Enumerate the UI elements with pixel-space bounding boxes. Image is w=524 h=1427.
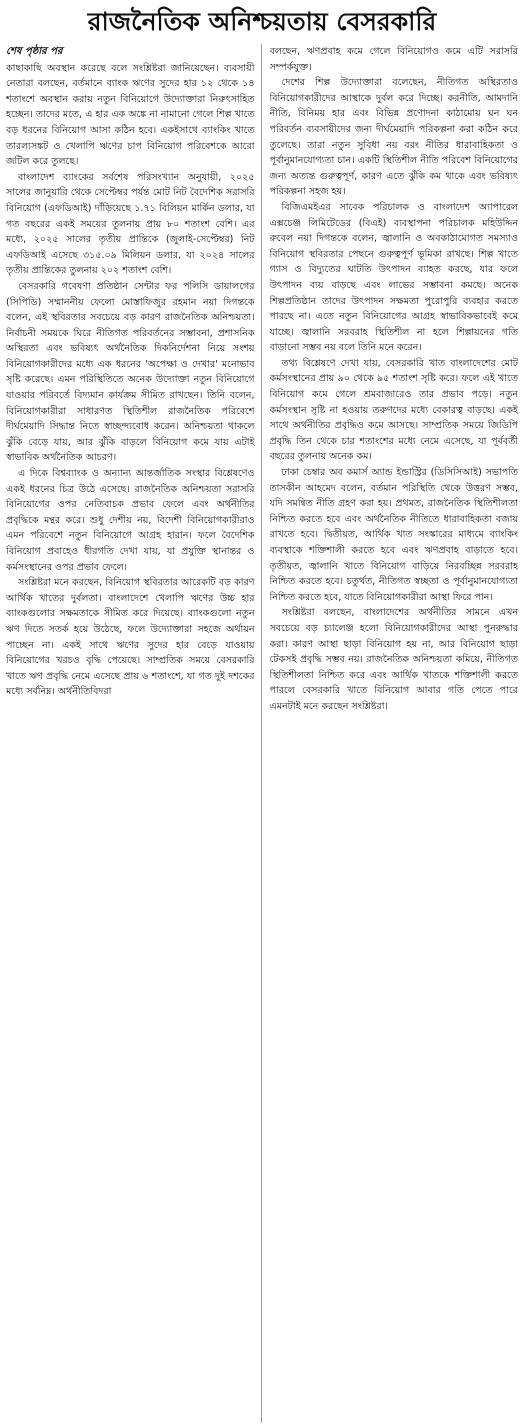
paragraph: এ দিকে বিশ্বব্যাংক ও অন্যান্য আন্তর্জাতিক সংস্থার বিশ্লেষণেও একই ধরনের চিত্র উঠে এসেছে। রাজনৈতিক অনিশ্চয়তা সরাসরি বিনিয়োগের ওপর নেতিবাচক প্রভাব ফেলে এবং অর্থনীতির প্রবৃদ্ধিকে মন্থর করে। শুধু দেশীয় নয়, বিদেশী বিনিয়োগকারীরাও এমন পরিবেশে নতুন বিনিয়োগে আগ্রহ হারান। ফলে বৈদেশিক বিনিয়োগ প্রবাহেও ধীরগতি দেখা যায়, যা প্রযুক্তি স্থানান্তর ও কর্মসংস্থানের ওপর প্রভাব ফেলে। [6, 468, 255, 573]
paragraph: কাছাকাছি অবস্থান করেছে বলে সংশ্লিষ্টরা জানিয়েছেন। ব্যবসায়ী নেতারা বলছেন, বর্তমানে ব্যাংক ঋণের সুদের হার ১২ থেকে ১৪ শতাংশে অবস্থান করায় নতুন বিনিয়োগে উদ্যোক্তারা নিরুৎসাহিত হচ্ছেন। তাদের মতে, এ হার এক অঙ্কে না নামানো গেলে শিল্প খাতে বড় ধরনের বিনিয়োগ আসা কঠিন হবে। একইসাথে ব্যাংকিং খাতে তারল্যসঙ্কট ও খেলাপি ঋণের চাপ বিনিয়োগ পরিবেশকে আরো জটিল করে তুলছে। [6, 62, 255, 168]
paragraph: বলছেন, ঋণপ্রবাহ কমে গেলে বিনিয়োগও কমে এটি সরাসরি সম্পর্কযুক্ত। [269, 46, 518, 73]
paragraph: দেশের শিল্প উদ্যোক্তারা বলেছেন, নীতিগত অস্থিরতাও বিনিয়োগকারীদের আস্থাকে দুর্বল করে দিচ্ছে। করনীতি, আমদানি নীতি, বিনিময় হার এবং বিভিন্ন প্রণোদনা কাঠামোয় ঘন ঘন পরিবর্তন ব্যবসায়ীদের জন্য দীর্ঘমেয়াদি পরিকল্পনা করা কঠিন করে তুলেছে। তারা নতুন সুবিধা নয় বরং নীতির ধারাবাহিকতা ও পূর্বানুমানযোগ্যতা চান। একটি স্থিতিশীল নীতি পরিবেশ বিনিয়োগের জন্য অত্যন্ত গুরুত্বপূর্ণ, কারণ এতে ঝুঁকি কম থাকে এবং ভবিষ্যৎ পরিকল্পনা সহজ হয়। [269, 77, 518, 198]
paragraph: বাংলাদেশ ব্যাংকের সর্বশেষ পরিসংখ্যান অনুযায়ী, ২০২৫ সালের জানুয়ারি থেকে সেপ্টেম্বর পর্যন্ত মোট নিট বৈদেশিক সরাসরি বিনিয়োগ (এফডিআই) দাঁড়িয়েছে ১.৭১ বিলিয়ন মার্কিন ডলার, যা গত বছরের একই সময়ের তুলনায় প্রায় ৮০ শতাংশ বেশি। এর মধ্যে, ২০২৫ সালের তৃতীয় প্রান্তিকে (জুলাই-সেপ্টেম্বর) নিট এফডিআই এসেছে ৩১৫.০৯ মিলিয়ন ডলার, যা ২০২৪ সালের তৃতীয় প্রান্তিকের তুলনায় ২০২ শতাংশ বেশি। [6, 171, 255, 277]
article-columns [6, 44, 518, 1423]
right-column [270, 44, 519, 1423]
paragraph: বেসরকারি গবেষণা প্রতিষ্ঠান সেন্টার ফর পলিসি ডায়ালগের (সিপিডি) সম্মাননীয় ফেলো মোস্তাফিজুর রহমান নয়া দিগন্তকে বলেন, এই স্থবিরতার সবচেয়ে বড় কারণ রাজনৈতিক অনিশ্চয়তা। নির্বাচনী সময়কে ঘিরে নীতিগত পরিবর্তনের সম্ভাবনা, প্রশাসনিক অস্থিরতা এবং ভবিষ্যৎ অর্থনৈতিক দিকনির্দেশনা নিয়ে সংশয় বিনিয়োগকারীদের মধ্যে এক ধরনের 'অপেক্ষা ও দেখার' মনোভাব সৃষ্টি করেছে। এমন পরিস্থিতিতে অনেক উদ্যোক্তা নতুন বিনিয়োগে যাওয়ার পরিবর্তে বিদ্যমান কার্যক্রম সীমিত রাখছেন। তিনি বলেন, বিনিয়োগকারীরা সাধারণত স্থিতিশীল রাজনৈতিক পরিবেশে দীর্ঘমেয়াদি সিদ্ধান্ত নিতে স্বাচ্ছন্দ্যবোধ করেন। অনিশ্চয়তা থাকলে ঝুঁকি বেড়ে যায়, আর ঝুঁকি বাড়লে বিনিয়োগ কমে যায় এটাই স্বাভাবিক অর্থনৈতিক আচরণ। [6, 280, 255, 464]
paragraph: তথ্য বিশ্লেষণে দেখা যায়, বেসরকারি খাত বাংলাদেশের মোট কর্মসংস্থানের প্রায় ৯০ থেকে ৯৫ শতাংশ সৃষ্টি করে। ফলে এই খাতে বিনিয়োগ কমে গেলে শ্রমবাজারেও তার প্রভাব পড়ে। নতুন কর্মসংস্থান সৃষ্টি না হওয়ায় তরুণদের মধ্যে বেকারত্ব বাড়ছে। একই সাথে অর্থনীতির প্রবৃদ্ধিও কমে আসছে। সাম্প্রতিক সময়ে জিডিপি প্রবৃদ্ধি তিন থেকে চার শতাংশের মধ্যে নেমে এসেছে, যা পূর্ববর্তী বছরের তুলনায় অনেক কম। [269, 357, 518, 463]
left-column [6, 44, 262, 1423]
headline: রাজনৈতিক অনিশ্চয়তায় বেসরকারি [87, 7, 437, 36]
paragraph: বিজিএমইএর সাবেক পরিচালক ও বাংলাদেশ অ্যাপারেল এক্সচেঞ্জ লিমিটেডের (বিএই) ব্যবস্থাপনা পরিচালক মহিউদ্দিন রুবেল নয়া দিগন্তকে বলেন, জ্বালানি ও অবকাঠামোগত সমস্যাও বিনিয়োগ স্থবিরতার পেছনে গুরুত্বপূর্ণ ভূমিকা রাখছে। শিল্প খাতে গ্যাস ও বিদ্যুতের ঘাটতি উৎপাদন ব্যাহত করছে, যার ফলে উৎপাদন ব্যয় বাড়ছে এবং লাভের সম্ভাবনা কমছে। অনেক শিল্পপ্রতিষ্ঠান তাদের উৎপাদন সক্ষমতা পুরোপুরি ব্যবহার করতে পারছে না। এতে নতুন বিনিয়োগের আগ্রহ স্বাভাবিকভাবেই কমে যাচ্ছে। জ্বালানি সরবরাহ স্থিতিশীল না হলে শিল্পায়নের গতি বাড়ানো সম্ভব নয় বলে তিনি মনে করেন। [269, 201, 518, 354]
paragraph: ঢাকা চেম্বার অব কমার্স অ্যান্ড ইন্ডাস্ট্রির (ডিসিসিআই) সভাপতি তাসকীন আহমেদ বলেন, বর্তমান পরিস্থিতি থেকে উত্তরণ সম্ভব, যদি সমন্বিত নীতি গ্রহণ করা হয়। প্রথমত, রাজনৈতিক স্থিতিশীলতা নিশ্চিত করতে হবে এবং অর্থনৈতিক নীতিতে ধারাবাহিকতা বজায় রাখতে হবে। দ্বিতীয়ত, আর্থিক খাত সংস্কারের মাধ্যমে ব্যাংকিং ব্যবস্থাকে শক্তিশালী করতে হবে এবং ঋণপ্রবাহ বাড়াতে হবে। তৃতীয়ত, জ্বালানি খাতে বিনিয়োগ বাড়িয়ে নিরবচ্ছিন্ন সরবরাহ নিশ্চিত করতে হবে। চতুর্থত, নীতিগত স্বচ্ছতা ও পূর্বানুমানযোগ্যতা নিশ্চিত করতে হবে, যাতে বিনিয়োগকারীরা আস্থা ফিরে পান। [269, 467, 518, 603]
continued-label: শেষ পৃষ্ঠার পর [6, 46, 63, 57]
paragraph: সংশ্লিষ্টরা বলছেন, বাংলাদেশের অর্থনীতির সামনে এখন সবচেয়ে বড় চ্যালেঞ্জ হলো বিনিয়োগকারীদের আস্থা পুনরুদ্ধার করা। কারণ আস্থা ছাড়া বিনিয়োগ হয় না, আর বিনিয়োগ ছাড়া টেকসই প্রবৃদ্ধি সম্ভব নয়। রাজনৈতিক অনিশ্চয়তা কমিয়ে, নীতিগত স্থিতিশীলতা নিশ্চিত করে এবং আর্থিক খাতকে শক্তিশালী করতে পারলে বেসরকারি খাতে বিনিয়োগ আবার গতি পেতে পারে এমনটাই মনে করছেন সংশ্লিষ্টরা। [269, 607, 518, 712]
paragraph: সংশ্লিষ্টরা মনে করছেন, বিনিয়োগ স্থবিরতার আরেকটি বড় কারণ আর্থিক খাতের দুর্বলতা। বাংলাদেশে খেলাপি ঋণের উচ্চ হার ব্যাংকগুলোর সক্ষমতাকে সীমিত করে দিয়েছে। ব্যাংকগুলো নতুন ঋণ দিতে সতর্ক হয়ে উঠেছে, ফলে উদ্যোক্তারা সহজে অর্থায়ন পাচ্ছেন না। একই সাথে ঋণের সুদের হার বেড়ে যাওয়ায় বিনিয়োগের খরচও বৃদ্ধি পেয়েছে। সাম্প্রতিক সময়ে বেসরকারি খাতে ঋণ প্রবৃদ্ধি নেমে এসেছে প্রায় ৬ শতাংশে, যা গত দুই দশকের মধ্যে সর্বনিম্ন। অর্থনীতিবিদরা [6, 577, 255, 698]
